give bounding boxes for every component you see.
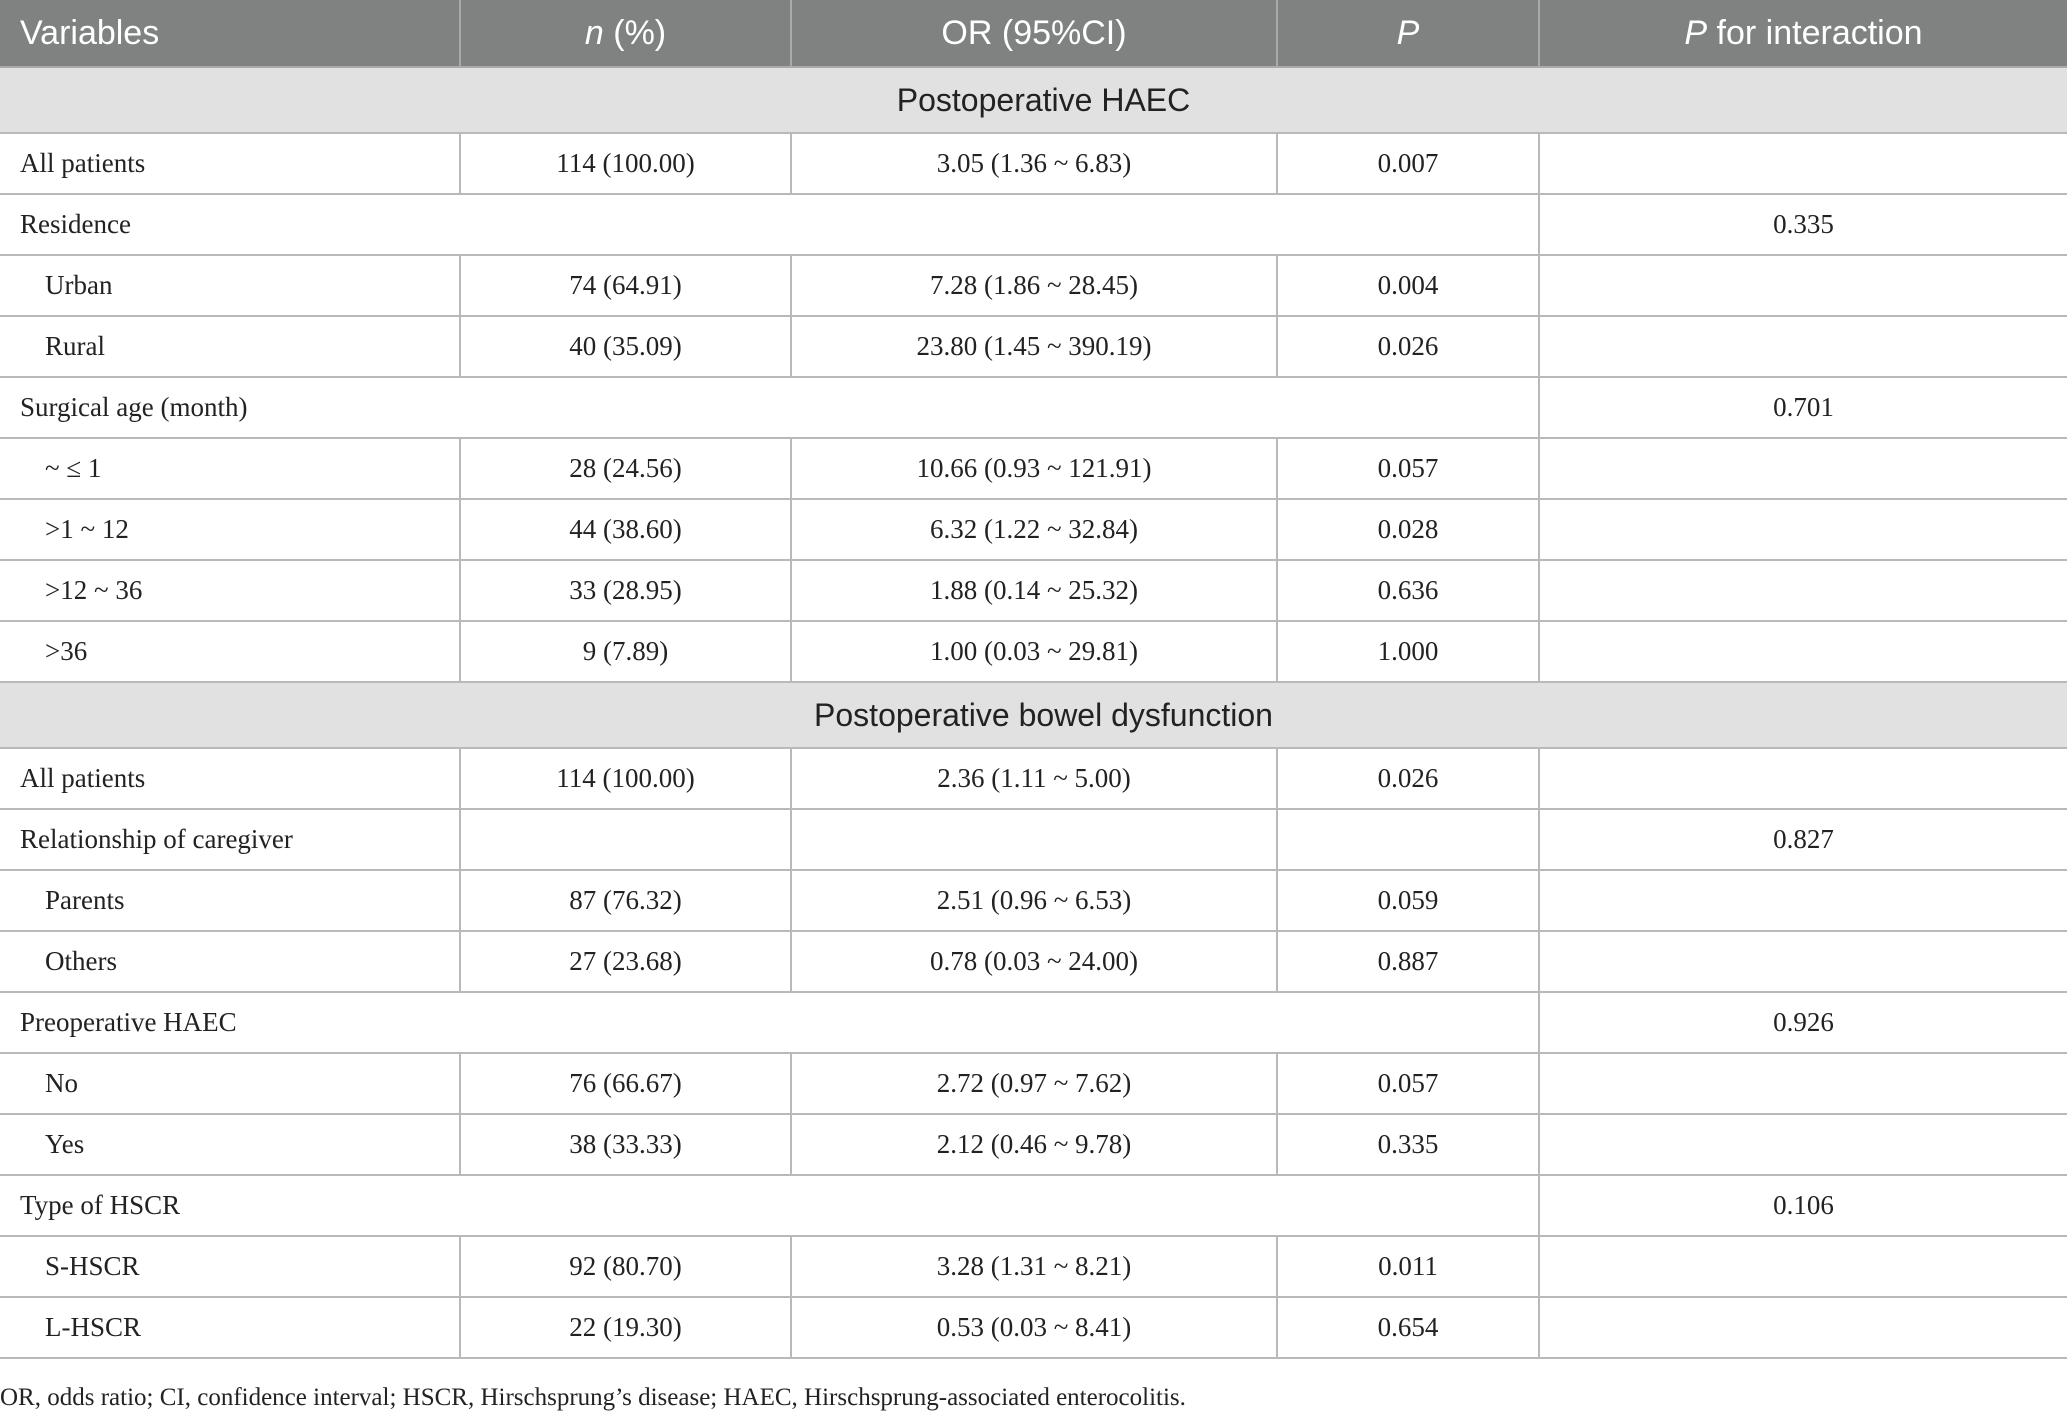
row-label: Parents: [0, 870, 460, 931]
table-row: [0, 992, 2067, 1053]
p-int-cell: [1539, 1236, 2067, 1297]
n-cell: 27 (23.68): [460, 931, 791, 992]
table-row: [0, 1114, 2067, 1175]
p-int-cell: 0.701: [1539, 377, 2067, 438]
or-cell: 1.88 (0.14 ~ 25.32): [791, 560, 1277, 621]
row-label: Surgical age (month): [0, 377, 460, 438]
p-int-cell: 0.827: [1539, 809, 2067, 870]
row-label: Yes: [0, 1114, 460, 1175]
table-row: [0, 870, 2067, 931]
n-cell: 9 (7.89): [460, 621, 791, 682]
row-label: All patients: [0, 748, 460, 809]
row-label: >36: [0, 621, 460, 682]
or-cell: 0.53 (0.03 ~ 8.41): [791, 1297, 1277, 1358]
p-int-cell: 0.926: [1539, 992, 2067, 1053]
table-row: [0, 255, 2067, 316]
row-label: ~ ≤ 1: [0, 438, 460, 499]
row-label: No: [0, 1053, 460, 1114]
table-row: [0, 438, 2067, 499]
p-int-cell: [1539, 621, 2067, 682]
table-row: [0, 1297, 2067, 1358]
row-label: Urban: [0, 255, 460, 316]
row-label: Preoperative HAEC: [0, 992, 460, 1053]
n-cell: 114 (100.00): [460, 133, 791, 194]
table-row: [0, 1236, 2067, 1297]
or-cell: 10.66 (0.93 ~ 121.91): [791, 438, 1277, 499]
p-int-cell: [1539, 1297, 2067, 1358]
p-cell: 0.887: [1277, 931, 1539, 992]
n-cell: 44 (38.60): [460, 499, 791, 560]
n-cell: 38 (33.33): [460, 1114, 791, 1175]
row-label: >1 ~ 12: [0, 499, 460, 560]
p-cell: 0.335: [1277, 1114, 1539, 1175]
p-cell: 1.000: [1277, 621, 1539, 682]
row-label: >12 ~ 36: [0, 560, 460, 621]
or-cell: 7.28 (1.86 ~ 28.45): [791, 255, 1277, 316]
p-cell: 0.057: [1277, 1053, 1539, 1114]
row-label: Relationship of caregiver: [0, 809, 460, 870]
header-row: [0, 0, 2067, 67]
or-cell: 1.00 (0.03 ~ 29.81): [791, 621, 1277, 682]
p-int-cell: [1539, 499, 2067, 560]
section-title: Postoperative HAEC: [0, 67, 2067, 133]
table-row: [0, 133, 2067, 194]
or-cell: 2.72 (0.97 ~ 7.62): [791, 1053, 1277, 1114]
n-cell: 92 (80.70): [460, 1236, 791, 1297]
row-label: Others: [0, 931, 460, 992]
header-variables: Variables: [0, 0, 460, 67]
or-cell: 6.32 (1.22 ~ 32.84): [791, 499, 1277, 560]
section-row-bowel: [0, 682, 2067, 748]
or-cell: 2.12 (0.46 ~ 9.78): [791, 1114, 1277, 1175]
table-row: [0, 1175, 2067, 1236]
row-label: Type of HSCR: [0, 1175, 460, 1236]
n-cell: 40 (35.09): [460, 316, 791, 377]
n-cell: 114 (100.00): [460, 748, 791, 809]
p-int-cell: [1539, 560, 2067, 621]
or-cell: 3.05 (1.36 ~ 6.83): [791, 133, 1277, 194]
n-cell: 74 (64.91): [460, 255, 791, 316]
p-int-cell: [1539, 1053, 2067, 1114]
p-int-cell: [1539, 316, 2067, 377]
p-int-cell: 0.335: [1539, 194, 2067, 255]
p-int-cell: [1539, 255, 2067, 316]
p-int-cell: [1539, 748, 2067, 809]
or-cell: 2.36 (1.11 ~ 5.00): [791, 748, 1277, 809]
table-row: [0, 316, 2067, 377]
p-cell: 0.057: [1277, 438, 1539, 499]
row-label: All patients: [0, 133, 460, 194]
table-row: [0, 809, 2067, 870]
section-row-haec: [0, 67, 2067, 133]
row-label: Residence: [0, 194, 460, 255]
row-label: Rural: [0, 316, 460, 377]
p-cell: 0.059: [1277, 870, 1539, 931]
p-int-cell: [1539, 931, 2067, 992]
p-cell: 0.636: [1277, 560, 1539, 621]
header-p-interaction: P for interaction: [1539, 0, 2067, 67]
or-cell: 2.51 (0.96 ~ 6.53): [791, 870, 1277, 931]
p-cell: 0.026: [1277, 748, 1539, 809]
p-int-cell: [1539, 438, 2067, 499]
table-row: [0, 194, 2067, 255]
table-row: [0, 377, 2067, 438]
table-footnote: OR, odds ratio; CI, confidence interval; HSCR, Hirschsprung’s disease; HAEC, Hirschsprung-associated enterocolitis.: [0, 1384, 1186, 1411]
row-label: S-HSCR: [0, 1236, 460, 1297]
n-cell: 28 (24.56): [460, 438, 791, 499]
table-row: [0, 499, 2067, 560]
table-row: [0, 560, 2067, 621]
p-cell: 0.011: [1277, 1236, 1539, 1297]
table-row: [0, 931, 2067, 992]
section-title: Postoperative bowel dysfunction: [0, 682, 2067, 748]
p-cell: 0.028: [1277, 499, 1539, 560]
p-int-cell: [1539, 870, 2067, 931]
table-row: [0, 621, 2067, 682]
p-cell: 0.004: [1277, 255, 1539, 316]
header-p: P: [1277, 0, 1539, 67]
p-int-cell: 0.106: [1539, 1175, 2067, 1236]
n-cell: 76 (66.67): [460, 1053, 791, 1114]
p-cell: 0.654: [1277, 1297, 1539, 1358]
n-cell: 22 (19.30): [460, 1297, 791, 1358]
p-int-cell: [1539, 133, 2067, 194]
table-row: [0, 748, 2067, 809]
header-n-percent: n (%): [460, 0, 791, 67]
n-cell: 33 (28.95): [460, 560, 791, 621]
row-label: L-HSCR: [0, 1297, 460, 1358]
table-row: [0, 1053, 2067, 1114]
p-cell: 0.007: [1277, 133, 1539, 194]
p-cell: 0.026: [1277, 316, 1539, 377]
p-int-cell: [1539, 1114, 2067, 1175]
n-cell: 87 (76.32): [460, 870, 791, 931]
or-cell: 3.28 (1.31 ~ 8.21): [791, 1236, 1277, 1297]
or-cell: 23.80 (1.45 ~ 390.19): [791, 316, 1277, 377]
or-cell: 0.78 (0.03 ~ 24.00): [791, 931, 1277, 992]
header-or: OR (95%CI): [791, 0, 1277, 67]
